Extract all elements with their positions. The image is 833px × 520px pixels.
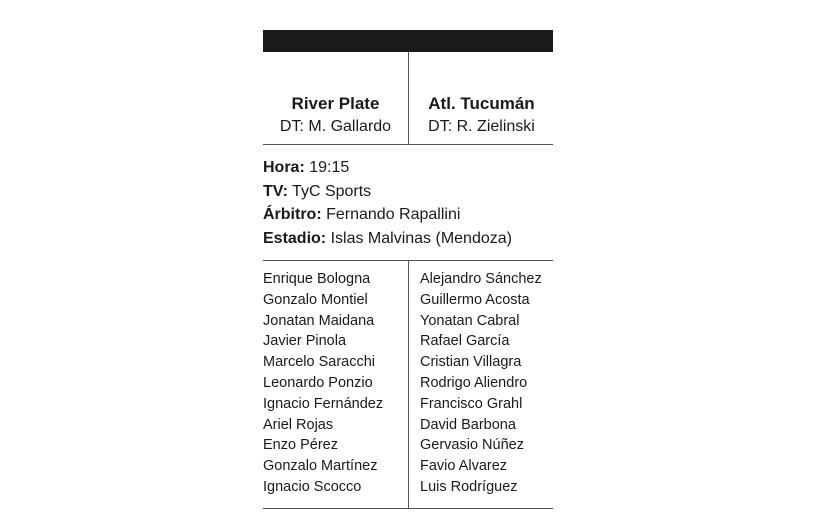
away-player: Francisco Grahl (420, 395, 523, 412)
home-player: Ignacio Scocco (263, 478, 362, 495)
info-hora (263, 156, 553, 180)
home-player: Enrique Bologna (263, 271, 371, 287)
away-team-name: Atl. Tucumán (428, 94, 535, 113)
info-estadio-label: Estadio: (263, 229, 327, 247)
home-lineup (263, 269, 383, 498)
info-tv (263, 180, 553, 204)
home-player: Javier Pinola (263, 333, 347, 350)
home-player: Gonzalo Montiel (263, 291, 368, 308)
lineups-section (263, 261, 553, 509)
home-team (263, 92, 408, 138)
info-estadio (263, 227, 553, 251)
info-arbitro (263, 203, 553, 227)
info-hora-value: 19:15 (309, 159, 350, 176)
info-arbitro-label: Árbitro: (263, 206, 322, 223)
away-player: Rafael García (420, 333, 510, 350)
match-info (263, 145, 553, 261)
info-estadio-value: Islas Malvinas (Mendoza) (330, 229, 512, 247)
lineups-divider (408, 261, 409, 508)
away-player: Rodrigo Aliendro (420, 374, 528, 391)
away-player: Alejandro Sánchez (420, 271, 542, 287)
home-player: Jonatan Maidana (263, 312, 375, 329)
away-player: Favio Alvarez (420, 458, 508, 475)
match-card (263, 30, 553, 509)
away-player: Gervasio Núñez (420, 437, 524, 454)
info-tv-value: TyC Sports (292, 182, 372, 200)
away-lineup (420, 269, 542, 498)
home-team-coach: DT: M. Gallardo (279, 118, 392, 135)
info-tv-label: TV: (263, 182, 288, 200)
away-player: Luis Rodríguez (420, 478, 518, 495)
home-player: Leonardo Ponzio (263, 374, 373, 391)
away-team-coach: DT: R. Zielinski (428, 118, 535, 135)
home-player: Ignacio Fernández (263, 395, 384, 412)
away-player: Cristian Villagra (420, 354, 522, 371)
home-team-name: River Plate (291, 94, 380, 113)
header-bar (263, 30, 553, 52)
away-player: Yonatan Cabral (420, 312, 520, 329)
info-hora-label: Hora: (263, 159, 305, 176)
teams-section (263, 52, 553, 145)
home-player: Ariel Rojas (263, 416, 334, 433)
home-player: Marcelo Saracchi (263, 354, 376, 371)
away-team (409, 92, 554, 138)
info-arbitro-value: Fernando Rapallini (326, 206, 461, 223)
away-player: David Barbona (420, 416, 516, 433)
away-player: Guillermo Acosta (420, 291, 530, 308)
home-player: Gonzalo Martínez (263, 458, 378, 475)
home-player: Enzo Pérez (263, 437, 338, 454)
